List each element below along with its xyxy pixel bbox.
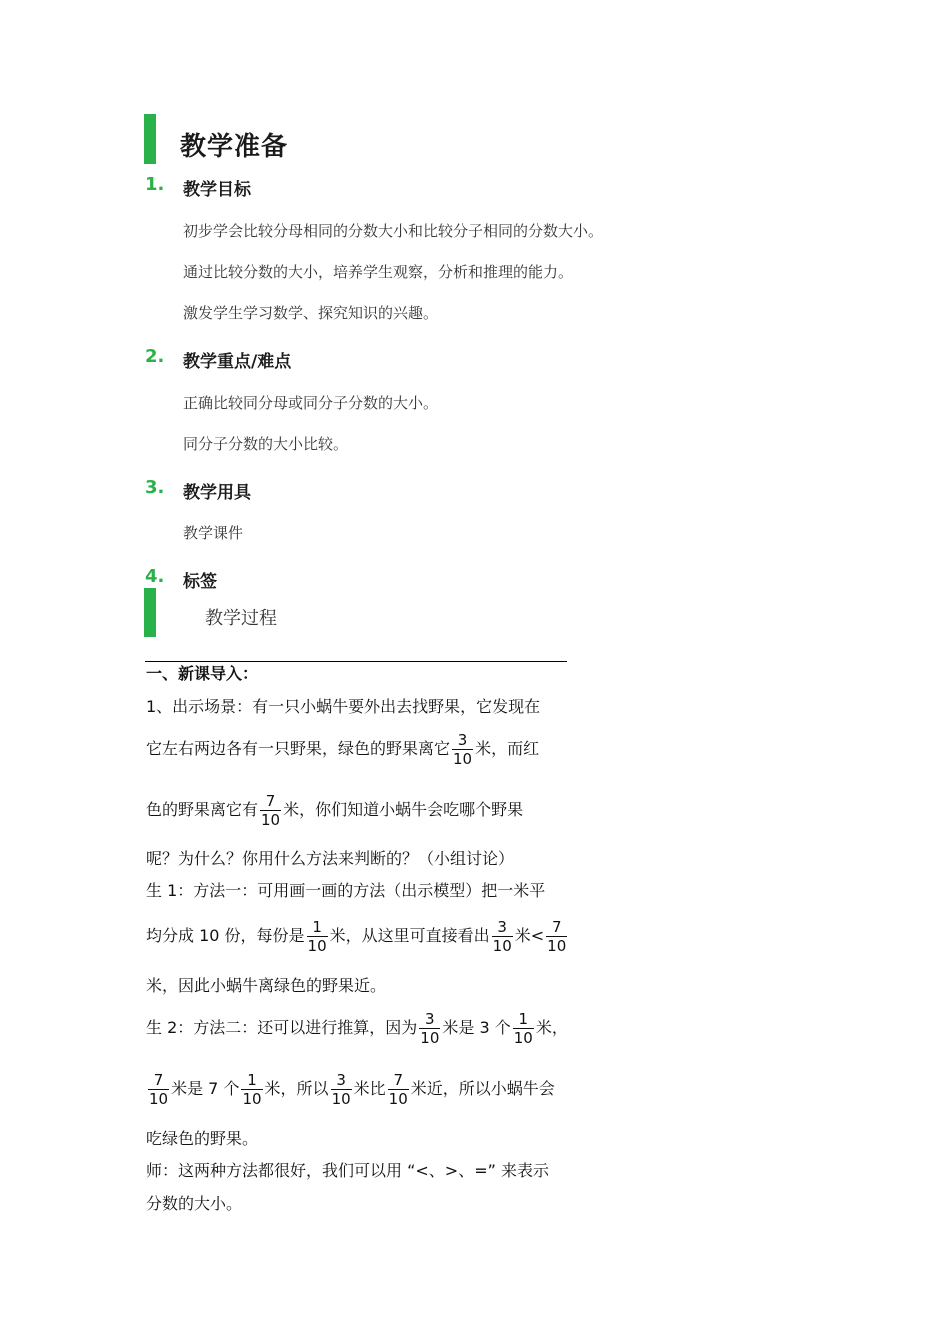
- fraction-numerator: 3: [331, 1071, 352, 1090]
- section-3-number: 3.: [145, 477, 165, 498]
- fraction-1-10: [241, 1071, 262, 1108]
- fraction-denominator: 10: [149, 1090, 169, 1108]
- fraction-denominator: 10: [331, 1090, 351, 1108]
- lesson-line-5: 生 1：方法一：可用画一画的方法（出示模型）把一米平: [146, 881, 546, 900]
- section-1-line-1: 初步学会比较分母相同的分数大小和比较分子相同的分数大小。: [183, 222, 604, 240]
- title-accent-bar: [144, 114, 156, 164]
- lesson-text: 米近，所以小蜗牛会: [410, 1079, 555, 1098]
- lesson-text: 均分成 10 份，每份是: [146, 926, 305, 945]
- lesson-text: 色的野果离它有: [146, 800, 259, 819]
- lesson-heading: 一、新课导入：: [146, 664, 259, 683]
- fraction-numerator: 7: [388, 1071, 409, 1090]
- lesson-line-10: 吃绿色的野果。: [146, 1129, 259, 1148]
- fraction-3-10: [331, 1071, 352, 1108]
- lesson-text: 米，所以: [264, 1079, 329, 1098]
- lesson-text: 生 2：方法二：还可以进行推算，因为: [146, 1018, 418, 1037]
- section-1-number: 1.: [145, 174, 165, 195]
- fraction-numerator: 7: [148, 1071, 169, 1090]
- lesson-line-12: 分数的大小。: [146, 1194, 243, 1213]
- fraction-7-10: [388, 1071, 409, 1108]
- lesson-line-1: 1、出示场景：有一只小蜗牛要外出去找野果，它发现在: [146, 697, 541, 716]
- lesson-text: 它左右两边各有一只野果，绿色的野果离它: [146, 739, 451, 758]
- lesson-line-4: 呢？为什么？你用什么方法来判断的？（小组讨论）: [146, 849, 515, 868]
- lesson-line-2: [146, 731, 539, 768]
- section-4-number: 4.: [145, 566, 165, 587]
- process-heading: 教学过程: [205, 608, 277, 629]
- fraction-1-10: [307, 918, 328, 955]
- fraction-denominator: 10: [453, 750, 473, 768]
- fraction-3-10: [452, 731, 473, 768]
- fraction-numerator: 3: [492, 918, 513, 937]
- fraction-numerator: 7: [260, 792, 281, 811]
- fraction-3-10: [492, 918, 513, 955]
- fraction-7-10: [260, 792, 281, 829]
- fraction-numerator: 7: [546, 918, 567, 937]
- process-accent-bar: [144, 588, 156, 637]
- lesson-line-8: [146, 1010, 568, 1047]
- lesson-line-11: 师：这两种方法都很好，我们可以用 “<、>、=” 来表示: [146, 1161, 549, 1180]
- fraction-denominator: 10: [547, 937, 567, 955]
- lesson-text: 米是 7 个: [171, 1079, 240, 1098]
- lesson-text: 米，你们知道小蜗牛会吃哪个野果: [283, 800, 524, 819]
- fraction-7-10: [148, 1071, 169, 1108]
- lesson-line-6: [146, 918, 569, 955]
- section-2-line-1: 正确比较同分母或同分子分数的大小。: [183, 394, 439, 412]
- lesson-line-7: 米，因此小蜗牛离绿色的野果近。: [146, 976, 387, 995]
- lesson-text: 米，: [535, 1018, 568, 1037]
- fraction-numerator: 1: [307, 918, 328, 937]
- lesson-line-3: [146, 792, 523, 829]
- section-1-line-2: 通过比较分数的大小，培养学生观察，分析和推理的能力。: [183, 263, 574, 281]
- fraction-denominator: 10: [307, 937, 327, 955]
- fraction-numerator: 3: [452, 731, 473, 750]
- fraction-3-10: [419, 1010, 440, 1047]
- fraction-denominator: 10: [261, 811, 281, 829]
- lesson-text: 米，而红: [475, 739, 540, 758]
- section-1-line-3: 激发学生学习数学、探究知识的兴趣。: [183, 304, 439, 322]
- fraction-numerator: 1: [241, 1071, 262, 1090]
- lesson-line-9: [146, 1071, 555, 1108]
- fraction-1-10: [513, 1010, 534, 1047]
- lesson-text: 米是 3 个: [442, 1018, 511, 1037]
- fraction-numerator: 3: [419, 1010, 440, 1029]
- fraction-denominator: 10: [420, 1029, 440, 1047]
- lesson-text: 米<: [514, 926, 545, 945]
- fraction-7-10: [546, 918, 567, 955]
- fraction-denominator: 10: [388, 1090, 408, 1108]
- lesson-text: 米比: [353, 1079, 386, 1098]
- section-3-heading: 教学用具: [183, 483, 251, 503]
- fraction-numerator: 1: [513, 1010, 534, 1029]
- lesson-text: 米，从这里可直接看出: [329, 926, 490, 945]
- page-title: 教学准备: [180, 132, 289, 162]
- section-3-line-1: 教学课件: [183, 524, 244, 542]
- fraction-denominator: 10: [513, 1029, 533, 1047]
- fraction-denominator: 10: [242, 1090, 262, 1108]
- fraction-denominator: 10: [492, 937, 512, 955]
- section-4-heading: 标签: [183, 572, 217, 592]
- section-1-heading: 教学目标: [183, 180, 251, 200]
- section-2-line-2: 同分子分数的大小比较。: [183, 435, 349, 453]
- section-2-number: 2.: [145, 346, 165, 367]
- section-2-heading: 教学重点/难点: [183, 352, 292, 372]
